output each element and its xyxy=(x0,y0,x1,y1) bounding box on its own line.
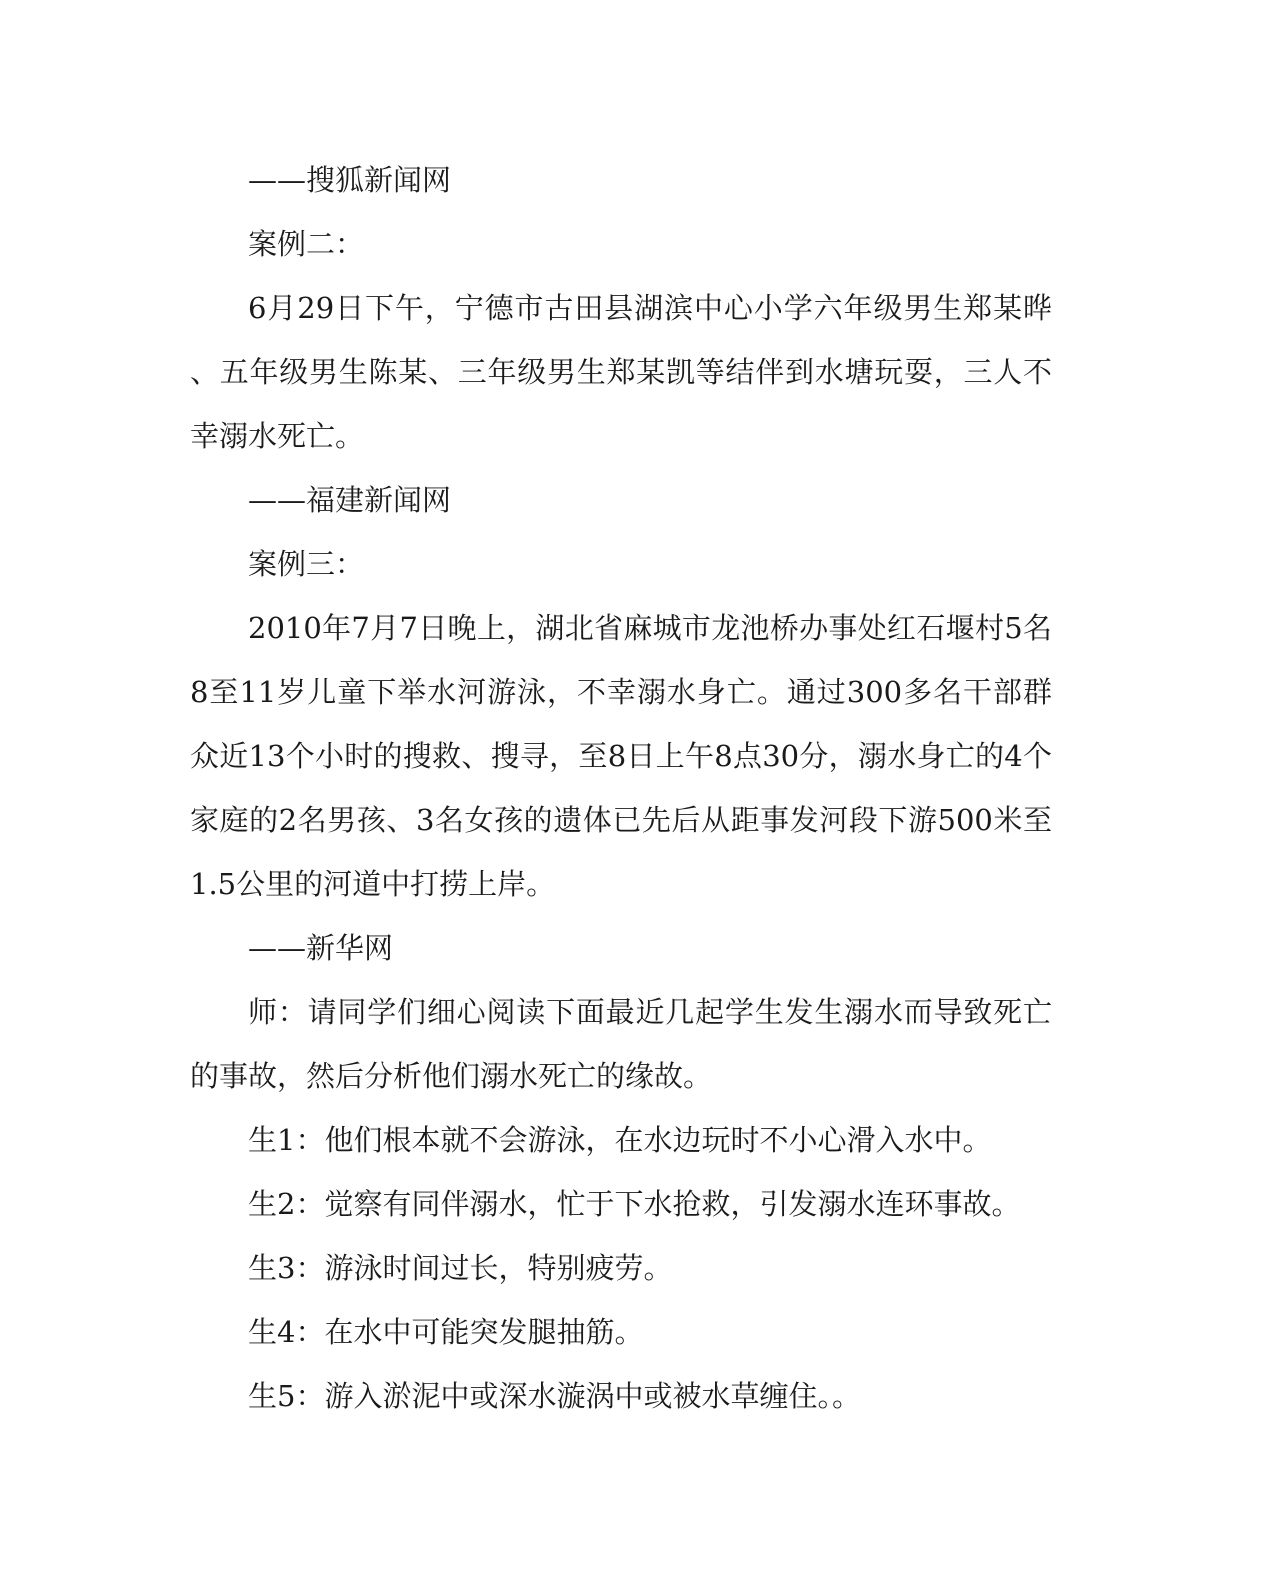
case-three-heading: 案例三： xyxy=(248,547,365,581)
student-answer-4: 生4：在水中可能突发腿抽筋。 xyxy=(248,1315,644,1349)
document-body xyxy=(190,148,1052,1428)
student-answer-5: 生5：游入淤泥中或深水漩涡中或被水草缠住。。 xyxy=(248,1379,861,1413)
teacher-prompt: 师：请同学们细心阅读下面最近几起学生发生溺水而导致死亡的事故，然后分析他们溺水死亡的缘故。 xyxy=(190,995,1052,1093)
source-credit-sohu: ——搜狐新闻网 xyxy=(248,163,452,197)
case-three-text: 2010年7月7日晚上，湖北省麻城市龙池桥办事处红石堰村5名8至11岁儿童下举水河游泳，不幸溺水身亡。通过300多名干部群众近13个小时的搜救、搜寻，至8日上午8点30分，溺水身亡的4个家庭的2名男孩、3名女孩的遗体已先后从距事发河段下游500米至1.5公里的河道中打捞上岸。 xyxy=(190,611,1052,901)
student-answer-3: 生3：游泳时间过长，特别疲劳。 xyxy=(248,1251,673,1285)
case-two-text: 6月29日下午，宁德市古田县湖滨中心小学六年级男生郑某晔、五年级男生陈某、三年级男生郑某凯等结伴到水塘玩耍，三人不幸溺水死亡。 xyxy=(190,291,1052,453)
student-answer-2: 生2：觉察有同伴溺水，忙于下水抢救，引发溺水连环事故。 xyxy=(248,1187,1021,1221)
source-credit-fujian: ——福建新闻网 xyxy=(248,483,452,517)
student-answer-1: 生1：他们根本就不会游泳，在水边玩时不小心滑入水中。 xyxy=(248,1123,992,1157)
source-credit-xinhua: ——新华网 xyxy=(248,931,394,965)
case-two-heading: 案例二： xyxy=(248,227,365,261)
